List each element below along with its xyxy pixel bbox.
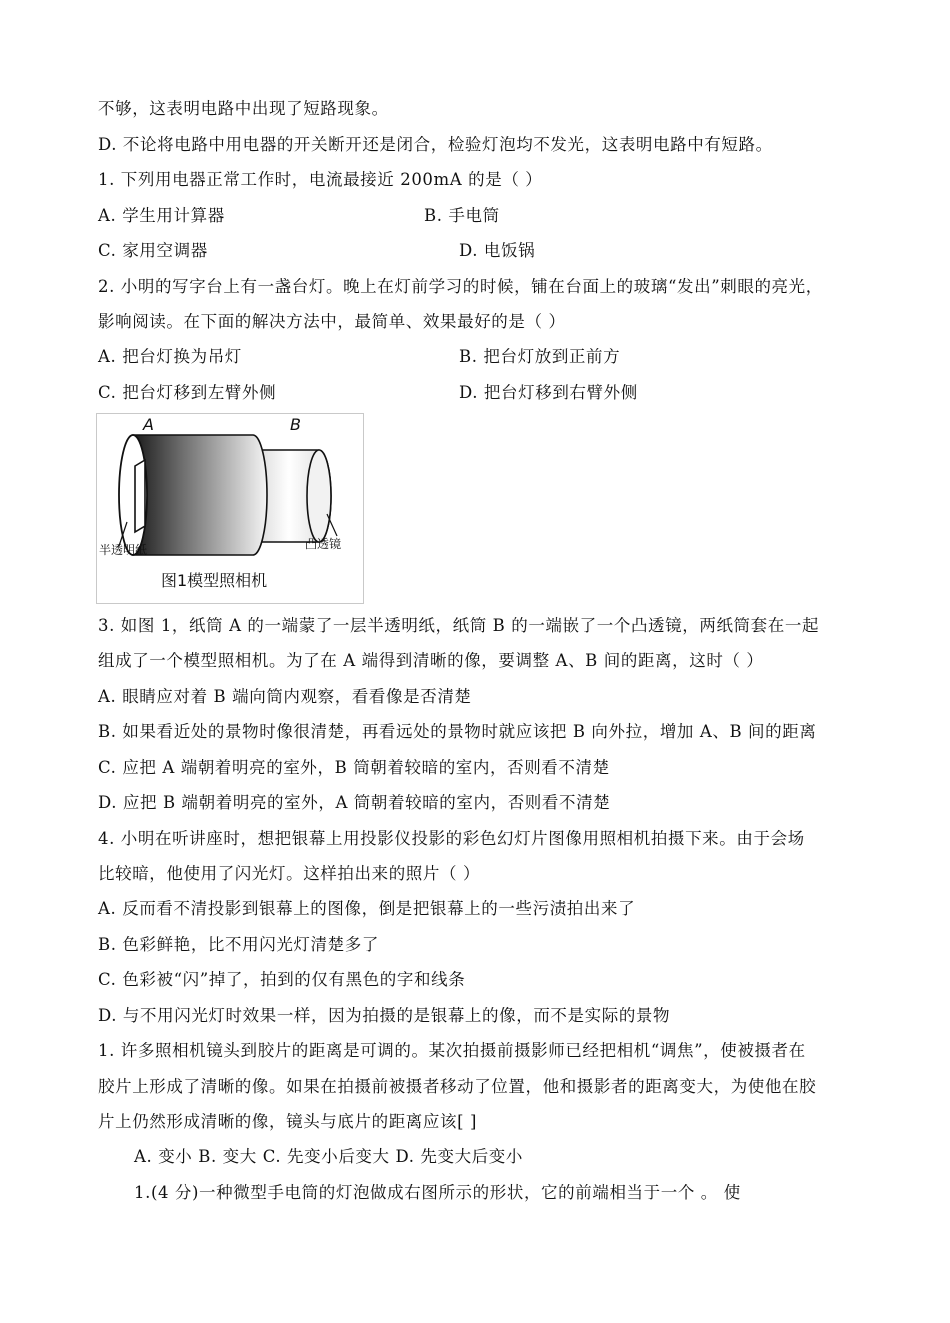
option-q3-b: B. 如果看近处的景物时像很清楚，再看远处的景物时就应该把 B 向外拉，增加 A、B 间的距离 bbox=[98, 722, 817, 741]
question-q4-flash: 4. 小明在听讲座时，想把银幕上用投影仪投影的彩色幻灯片图像用照相机拍摄下来。由于会场 bbox=[98, 829, 805, 848]
tube-a bbox=[119, 435, 267, 555]
option-q4-b: B. 色彩鲜艳，比不用闪光灯清楚多了 bbox=[98, 935, 379, 954]
model-camera-drawing bbox=[97, 414, 363, 603]
option-q1-c: C. 家用空调器 bbox=[98, 241, 208, 260]
option-q4-d: D. 与不用闪光灯时效果一样，因为拍摄的是银幕上的像，而不是实际的景物 bbox=[98, 1006, 671, 1025]
option-q1-d: D. 电饭锅 bbox=[459, 241, 536, 260]
figure-caption: 图1模型照相机 bbox=[161, 571, 268, 590]
text-line: 比较暗，他使用了闪光灯。这样拍出来的照片（ ） bbox=[98, 864, 481, 883]
model-camera-figure bbox=[96, 413, 364, 604]
option-q3-a: A. 眼睛应对着 B 端向筒内观察，看看像是否清楚 bbox=[98, 687, 472, 706]
text-line: 胶片上形成了清晰的像。如果在拍摄前被摄者移动了位置，他和摄影者的距离变大，为使他在胶 bbox=[98, 1077, 817, 1096]
question-focus: 1. 许多照相机镜头到胶片的距离是可调的。某次拍摄前摄影师已经把相机“调焦”，使被摄者在 bbox=[98, 1041, 806, 1060]
option-row-focus: A. 变小 B. 变大 C. 先变小后变大 D. 先变大后变小 bbox=[134, 1147, 524, 1166]
option-q1-a: A. 学生用计算器 bbox=[98, 206, 225, 225]
label-translucent-paper: 半透明纸 bbox=[99, 543, 148, 557]
option-q2-a: A. 把台灯换为吊灯 bbox=[98, 347, 242, 366]
question-q2-lamp: 2. 小明的写字台上有一盏台灯。晚上在灯前学习的时候，铺在台面上的玻璃“发出”刺眼的亮光， bbox=[98, 277, 823, 296]
question-q1-200ma: 1. 下列用电器正常工作时，电流最接近 200mA 的是（ ） bbox=[98, 170, 543, 189]
option-q3-d: D. 应把 B 端朝着明亮的室外，A 筒朝着较暗的室内，否则看不清楚 bbox=[98, 793, 611, 812]
option-q3-c: C. 应把 A 端朝着明亮的室外，B 筒朝着较暗的室内，否则看不清楚 bbox=[98, 758, 610, 777]
question-q3-camera: 3. 如图 1，纸筒 A 的一端蒙了一层半透明纸，纸筒 B 的一端嵌了一个凸透镜，两纸筒套在一起 bbox=[98, 616, 820, 635]
option-q1-b: B. 手电筒 bbox=[424, 206, 500, 225]
option-q2-c: C. 把台灯移到左臂外侧 bbox=[98, 383, 277, 402]
lens-end bbox=[307, 450, 331, 542]
option-q2-d: D. 把台灯移到右臂外侧 bbox=[459, 383, 638, 402]
text-line: 影响阅读。在下面的解决方法中，最简单、效果最好的是（ ） bbox=[98, 312, 566, 331]
text-line: 不够，这表明电路中出现了短路现象。 bbox=[98, 99, 389, 118]
option-q4-a: A. 反而看不清投影到银幕上的图像，倒是把银幕上的一些污渍拍出来了 bbox=[98, 899, 636, 918]
option-q4-c: C. 色彩被“闪”掉了，拍到的仅有黑色的字和线条 bbox=[98, 970, 466, 989]
question-flashlight: 1.(4 分)一种微型手电筒的灯泡做成右图所示的形状，它的前端相当于一个 。 使 bbox=[134, 1183, 741, 1202]
label-convex-lens: 凸透镜 bbox=[305, 537, 342, 551]
text-line: D. 不论将电路中用电器的开关断开还是闭合，检验灯泡均不发光，这表明电路中有短路。 bbox=[98, 135, 773, 154]
label-b: B bbox=[290, 415, 301, 434]
option-q2-b: B. 把台灯放到正前方 bbox=[459, 347, 621, 366]
label-a: A bbox=[143, 415, 154, 434]
text-line: 组成了一个模型照相机。为了在 A 端得到清晰的像，要调整 A、B 间的距离，这时（ ） bbox=[98, 651, 764, 670]
text-line: 片上仍然形成清晰的像，镜头与底片的距离应该[ ] bbox=[98, 1112, 478, 1131]
